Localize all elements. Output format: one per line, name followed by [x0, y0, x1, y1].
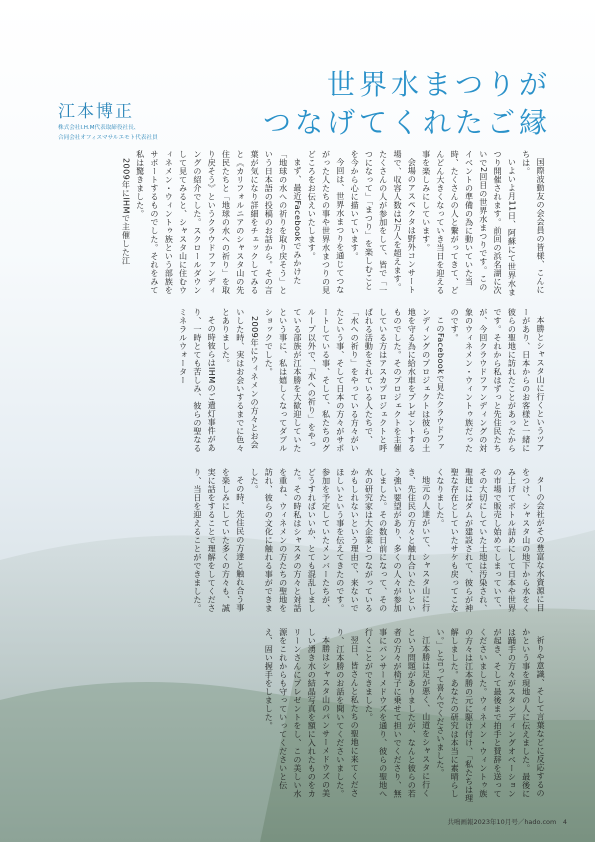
article-body: [56, 150, 548, 810]
text-band-2: [56, 308, 548, 456]
paragraph: その時、先住民の方達と触れ合う事を楽しみにしていた多くの方々も、誠実に話をすることで理解をしてくださり、当日を迎えることができました。: [192, 468, 246, 613]
page-footer: 共鳴画報2023年10月号／hado.com 4: [447, 818, 567, 826]
title-line-2: つなげてくれたご縁: [262, 106, 551, 139]
title-line-1: 世界水まつりが: [326, 68, 551, 101]
paragraph: 今回は、世界水まつりを通じてつながった人たちの事や世界水まつりの見どころをお伝えいたします。: [307, 150, 346, 295]
author-affiliation-1: 株式会社I.H.M代表取締役社長、: [58, 125, 140, 131]
paragraph: その時彼らはIHMのご遺灯事件があり、一時とても苦しみ、彼らの聖なるミネラルウォーター: [178, 308, 218, 453]
article-title: [263, 66, 551, 142]
author-name: 江本博正: [58, 102, 134, 122]
paragraph: 本勝はシャスタ山のパンサーメドウズの美しい湧き水の結晶写真を額に入れたものをカリーンさんにプレゼントをし、この美しい水源をこれからも守っていってくださいと伝え、固い握手をしました。: [264, 628, 332, 798]
text-band-3: [56, 468, 548, 616]
paragraph: 2009年にウィネメンの方々とお会いした時、実はお会いするまでに色々とありました。: [221, 308, 261, 453]
text-band-1: [56, 150, 548, 298]
paragraph: 祈りや意識、そして言葉などに反応するのかという事を現地の人に伝えました。最後には踊手の方々がスタンディングオベーションが起き、そして最後まで拍手と賛辞を送ってくださいました。ウィネメン・ウィントゥ族の方々は江本勝の元に駆け付け、「私たちは理解しました。あなたの研究は本当に素晴らしい。」と言って喜んでくださいました。: [435, 628, 546, 803]
author-affiliation-2: 合同会社オフィスマサルエモト代表社員: [58, 135, 158, 141]
text-band-4: [56, 628, 548, 803]
paragraph: 2009年にIHMで主催した江: [121, 158, 132, 265]
paragraph: 国際波動友の会会員の皆様、こんにちは。: [521, 150, 546, 295]
paragraph: ターの会社がその豊富な水資源に目をつけ、シャスタ山の地下から水をくみ上げてボトル詰めにして日本や世界の市場で販売し始めてしまっていて、その大切にしていた土地は汚染され、聖地にはダムが建設されて、彼らが神聖な存在としていたサケも戻ってこなくなりました。: [435, 468, 546, 613]
paragraph: このFacebookで見たクラウドファンディングのプロジェクトは彼らの土地を守る為に給水車をプレゼントするものでした。そのプロジェクトを主催している方はアスカプロジェクトと呼ばれる活動をされている人たちで、「水への祈り」をやっている方々がいたという事、そして日本の方々がサポートしている事、そして、私たちのグループ以外で、「水への祈り」をやっている部族が江本勝を大歓迎していたという事に、私は嬉しくなってダブルショックでした。: [264, 308, 446, 453]
paragraph: まず、最近Facebookでみかけた「地球の水への祈りを取り戻そう」という日本語の投稿のお話から。その言葉が気になり詳細をチェックしてみると《カリフォルニアのシャスタ山の先住民たちと「地球の水への祈り」を取り戻そう》というクラウドファンディングの紹介でした。スクロールダウンして見てみると、シャスタ山に住むウィネメン・ウィントゥ族という部族をサポートするものでした。それをみて私は驚きました。: [135, 150, 303, 295]
paragraph: 会場のアスペクタは野外コンサート場で、収容人数は2万人を超えます。たくさんの人が参加をして、皆で「一つになって」「まつり」を楽しむことを今から心に描いています。: [350, 150, 418, 295]
paragraph: 本勝とシャスタ山に行くというツアーがあり、日本からのお客様と一緒に彼らの聖地に訪れたことがあったからです。それから私はずっと先住民たちが、今回クラウドファンディングの対象のウィネメン・ウィントゥ族だったのです。: [450, 308, 546, 453]
paragraph: 江本勝は足が悪く、山道をシャスタに行くという問題がありましたが、なんと彼らの若者の方々が椅子に乗せて担いでくださり、無事にパンサーメドウズを通り、彼らの聖地へ行くことができました。: [364, 628, 432, 798]
author-block: [58, 97, 158, 142]
paragraph: いよいよ月11日、阿蘇にて世界水まつり開催されます。前回の浜名湖に次いで2回目の世界水まつりです。このイベントの準備の為に動いていた当時、たくさんの人と繋がってきて、どんどん大きくなっていき当日を迎える事を楽しみにしています。: [421, 150, 518, 297]
paragraph: 翌日、皆さんと私たちの聖地に来てくださり、江本勝のお話を聞いてくださいました。: [335, 628, 361, 798]
paragraph: 地元の人達がいて、シャスタ山に行き、先住民の方々と触れ合いたいという強い要望があり、多くの人々が参加しました。その数日前になって、その水の研究家は大企業とつながっているかもしれないという理由で、来ないでほしいという事を伝えてきたのです。参加を予定していたメンバーたちが、どうすればいいか、とても混乱しました。その時私はシャスタの方々と対話を重ね、ウィネメンの方たちの聖地を訪れ、彼らの文化に触れる事ができました。: [250, 468, 432, 613]
